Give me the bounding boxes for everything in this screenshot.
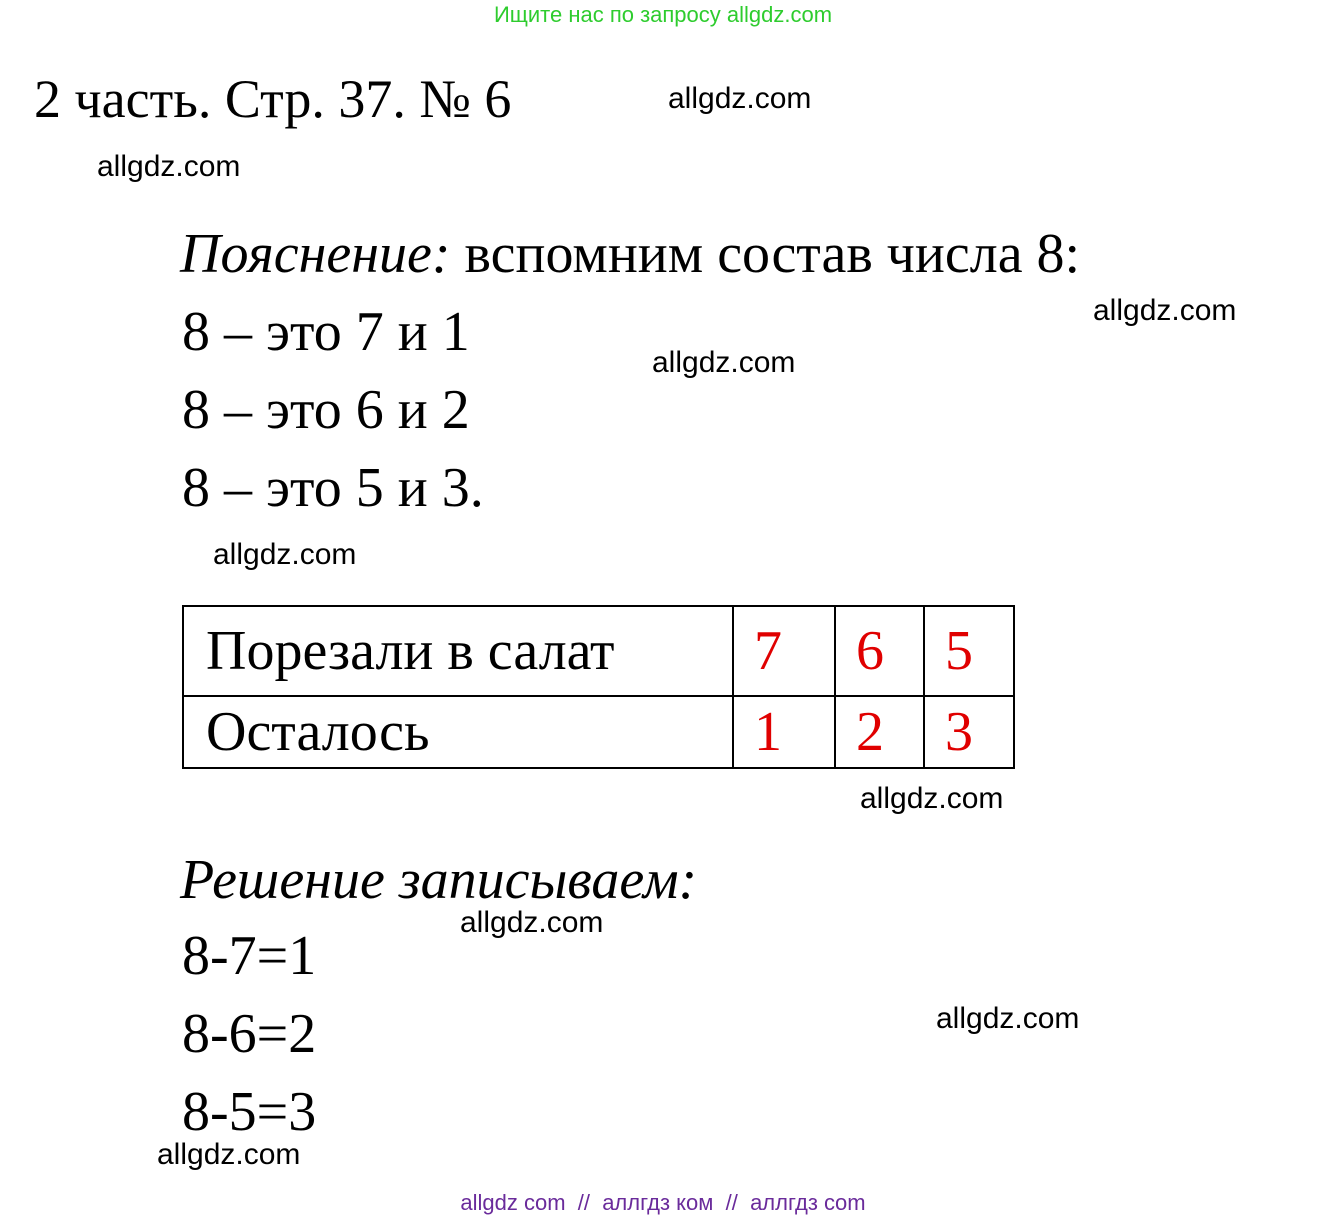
- table-row: [183, 606, 1014, 696]
- explanation-text: вспомним состав числа 8:: [450, 223, 1081, 285]
- page-title: 2 часть. Стр. 37. № 6: [34, 69, 512, 129]
- table-value: 5: [924, 606, 1014, 696]
- solution-line: 8-6=2: [182, 1003, 317, 1065]
- table-row: [183, 696, 1014, 768]
- table-value: 7: [733, 606, 835, 696]
- answer-table: [182, 605, 1015, 769]
- explanation-line: 8 – это 6 и 2: [182, 379, 470, 441]
- explanation-label: Пояснение:: [180, 223, 451, 285]
- table-value: 3: [924, 696, 1014, 768]
- watermark: allgdz.com: [936, 1002, 1080, 1035]
- watermark: allgdz.com: [1093, 294, 1237, 327]
- table-value: 6: [835, 606, 924, 696]
- row-label: Осталось: [183, 696, 733, 768]
- solution-heading: Решение записываем:: [180, 849, 698, 911]
- watermark: allgdz.com: [460, 906, 604, 939]
- watermark: allgdz.com: [652, 346, 796, 379]
- watermark: allgdz.com: [668, 82, 812, 115]
- explanation-line: 8 – это 5 и 3.: [182, 457, 484, 519]
- solution-line: 8-7=1: [182, 925, 317, 987]
- watermark: allgdz.com: [157, 1138, 301, 1171]
- watermark: allgdz.com: [213, 538, 357, 571]
- table-value: 2: [835, 696, 924, 768]
- table-value: 1: [733, 696, 835, 768]
- top-banner[interactable]: Ищите нас по запросу allgdz.com: [493, 2, 833, 27]
- watermark: allgdz.com: [860, 782, 1004, 815]
- explanation-line: 8 – это 7 и 1: [182, 301, 470, 363]
- solution-line: 8-5=3: [182, 1081, 317, 1143]
- explanation-heading: [180, 222, 1080, 286]
- footer-links[interactable]: allgdz com // аллгдз ком // аллгдз com: [460, 1190, 866, 1215]
- watermark: allgdz.com: [97, 150, 241, 183]
- row-label: Порезали в салат: [183, 606, 733, 696]
